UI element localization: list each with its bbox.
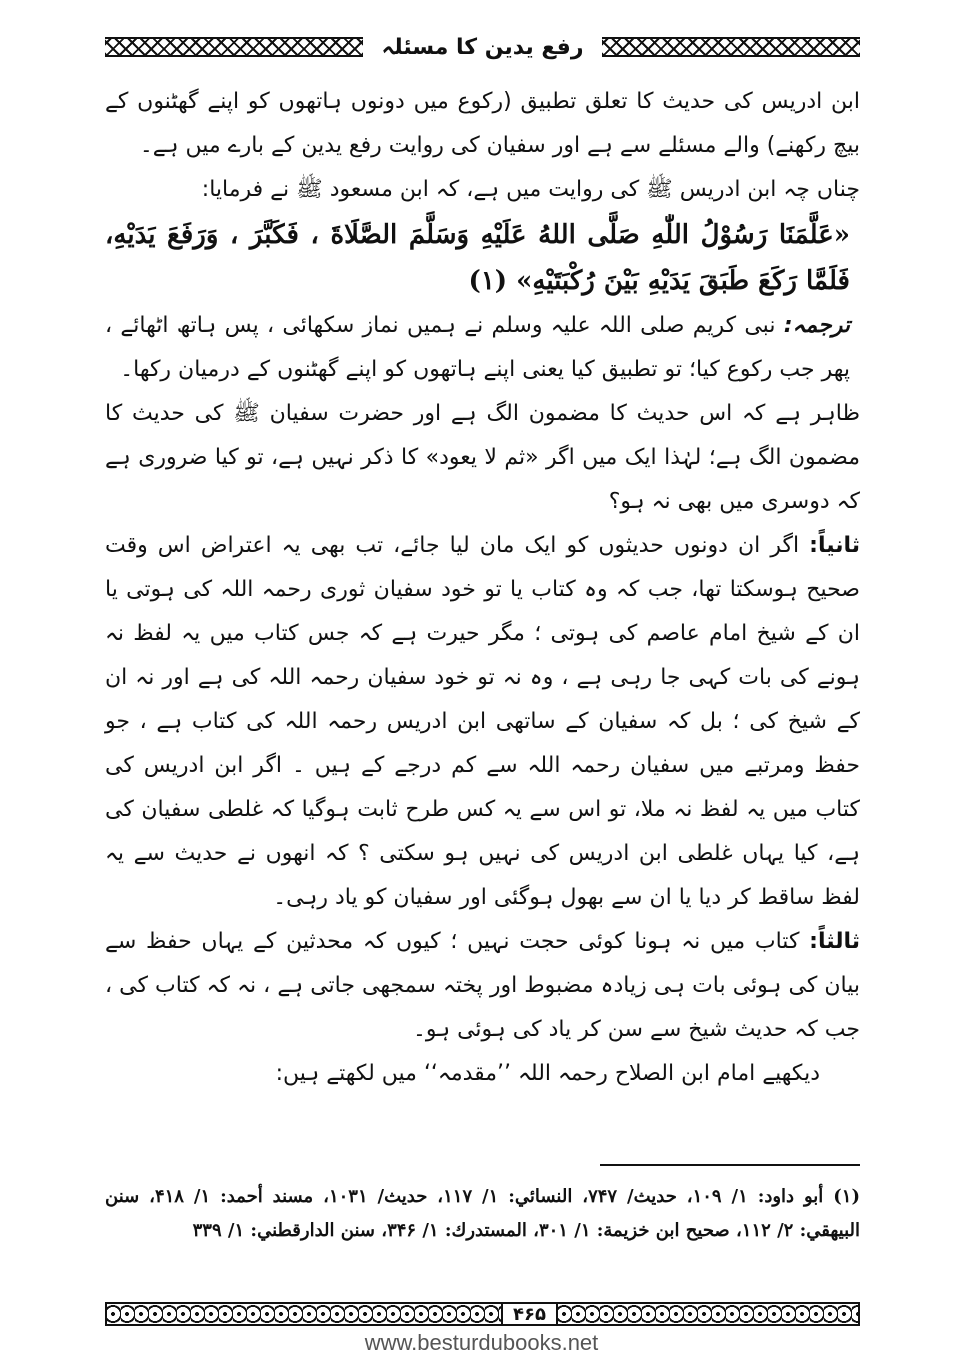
paragraph-5-text: کتاب میں نہ ہونا کوئی حجت نہیں ؛ کیوں کہ محدثین کے یہاں حفظ سے بیان کی ہوئی بات ہی زیادہ مضبوط اور پختہ سمجھی جاتی ہے ، نہ کہ کتاب کی ، جب کہ حدیث شیخ سے سن کر یاد کی ہوئی ہو۔ [105, 929, 860, 1042]
thalithan-label: ثالثاً: [809, 929, 860, 954]
footnote-1: (۱) أبو داود: ۱/ ۱۰۹، حديث/ ۷۴۷، النسائي: ۱/ ۱۱۷، حديث/ ۱۰۳۱، مسند أحمد: ۱/ ۴۱۸، سنن البيهقي: ۲/ ۱۱۲، صحيح ابن خزيمة: ۱/ ۳۰۱، المستدرك: ۱/ ۳۴۶، سنن الدارقطني: ۱/ ۳۳۹ [105, 1186, 860, 1241]
running-title: رفع یدین کا مسئلہ [381, 34, 584, 60]
footer-ornament-left [107, 1304, 501, 1324]
header-ornament-left [105, 37, 363, 57]
header-ornament-right [602, 37, 860, 57]
footnote-divider [600, 1164, 860, 1166]
translation-text: نبی کریم صلی اللہ علیہ وسلم نے ہمیں نماز سکھائی ، پس ہاتھ اٹھائے ، پھر جب رکوع کیا؛ تو تطبیق کیا یعنی اپنے ہاتھوں کو اپنے گھٹنوں کے درمیان رکھا۔ [105, 313, 850, 382]
paragraph-1: ابن ادریس کی حدیث کا تعلق تطبیق (رکوع میں دونوں ہاتھوں کو اپنے گھٹنوں کے بیچ رکھنے) والے مسئلے سے ہے اور سفیان کی روایت رفع یدین کے بارے میں ہے۔ [105, 89, 860, 158]
paragraph-3: ظاہر ہے کہ اس حدیث کا مضمون الگ ہے اور حضرت سفیان ﷺ کی حدیث کا مضمون الگ ہے؛ لہٰذا ایک میں اگر «ثم لا یعود» کا ذکر نہیں ہے، تو کیا ضروری ہے کہ دوسری میں بھی نہ ہو؟ [105, 401, 860, 514]
paragraph-4 [105, 524, 860, 920]
paragraph-6: دیکھیے امام ابن الصلاح رحمہ اللہ ’’مقدمہ‘‘ میں لکھتے ہیں: [275, 1061, 820, 1086]
page-number: ۴۶۵ [501, 1304, 558, 1324]
footer-ornament-right [558, 1304, 858, 1324]
page-footer [105, 1302, 860, 1326]
thaniyan-label: ثانیاً: [809, 533, 860, 558]
paragraph-4-text: اگر ان دونوں حدیثوں کو ایک مان لیا جائے، تب بھی یہ اعتراض اس وقت صحیح ہوسکتا تھا، جب کہ وہ کتاب یا تو خود سفیان ثوری رحمہ اللہ کی ہوتی یا ان کے شیخ امام عاصم کی ہوتی ؛ مگر حیرت ہے کہ جس کتاب میں یہ لفظ نہ ہونے کی بات کہی جا رہی ہے ، وہ نہ تو خود سفیان رحمہ اللہ کی ہے اور نہ ان کے شیخ کی ؛ بل کہ سفیان کے ساتھی ابن ادریس رحمہ اللہ کی کتاب ہے ، جو حفظ ومرتبے میں سفیان رحمہ اللہ سے کم درجے کے ہیں ۔ اگر ابن ادریس کی کتاب میں یہ لفظ نہ ملا، تو اس سے یہ کس طرح ثابت ہوگیا کہ غلطی سفیان کی ہے، کیا یہاں غلطی ابن ادریس کی نہیں ہو سکتی ؟ کہ انھوں نے حدیث سے یہ لفظ ساقط کر دیا یا ان سے بھول ہوگئی اور سفیان کو یاد رہی۔ [105, 533, 860, 910]
page-body [105, 80, 860, 1096]
paragraph-5 [105, 920, 860, 1052]
hadith-text: «عَلَّمَنَا رَسُوْلُ اللّٰهِ صَلَّى اللهُ عَلَيْهِ وَسَلَّمَ الصَّلَاةَ ، فَكَبَّرَ ، وَرَفَعَ يَدَيْهِ، فَلَمَّا رَكَعَ طَبَقَ يَدَيْهِ بَيْنَ رُكْبَتَيْهِ» (۱) [105, 220, 850, 296]
footnotes [105, 1180, 860, 1248]
translation-label: ترجمہ: [783, 313, 850, 338]
paragraph-2: چناں چہ ابن ادریس ﷺ کی روایت میں ہے، کہ ابن مسعود ﷺ نے فرمایا: [201, 177, 860, 202]
page-header [105, 30, 860, 64]
translation-paragraph [105, 304, 860, 392]
website-watermark: www.besturdubooks.net [364, 1330, 599, 1355]
